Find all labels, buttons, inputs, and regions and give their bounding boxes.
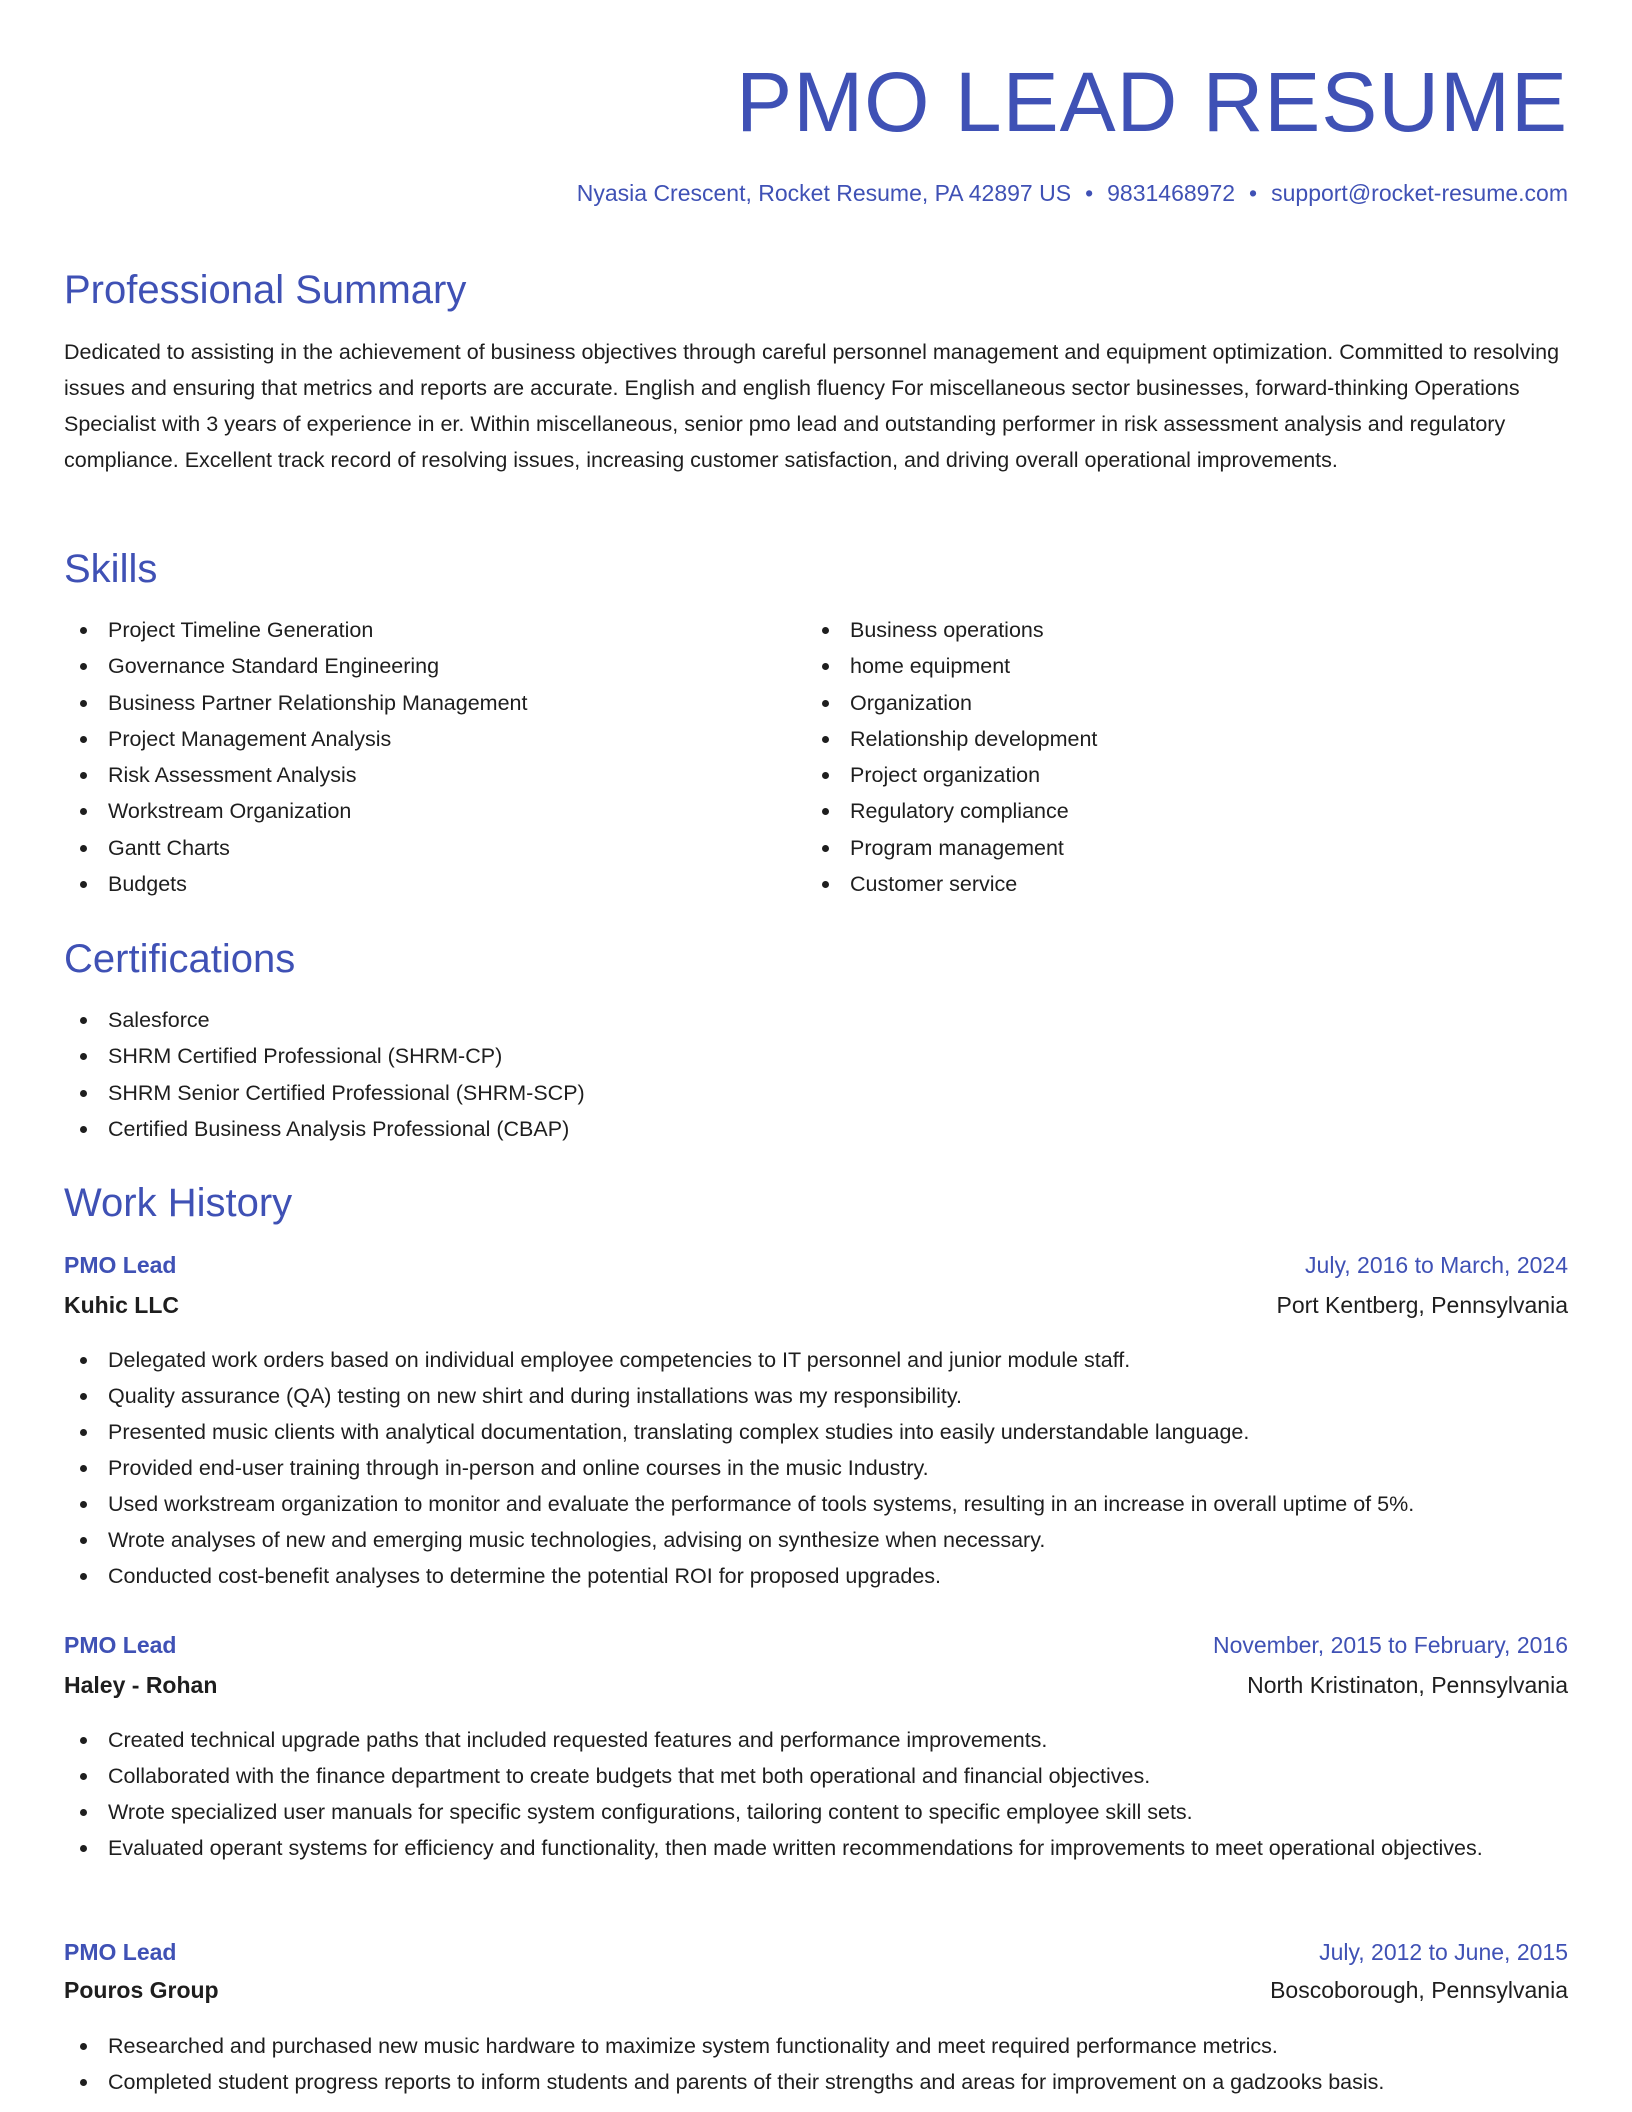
summary-heading: Professional Summary [64,268,467,312]
job-bullets [64,1342,1568,1594]
job-role: PMO Lead [64,1939,177,1965]
skill-item: home equipment [806,648,1568,684]
job-role: PMO Lead [64,1632,177,1658]
work-history-heading: Work History [64,1181,293,1225]
certifications-heading: Certifications [64,937,296,981]
job-company: Haley - Rohan [64,1672,218,1698]
contact-line [577,180,1568,207]
contact-address: Nyasia Crescent, Rocket Resume, PA 42897 US [576,180,1072,206]
job-bullets [64,2028,1568,2100]
job-bullet: Delegated work orders based on individual employee competencies to IT personnel and junior module staff. [64,1342,1568,1378]
skill-item: Risk Assessment Analysis [64,757,804,793]
skill-item: Gantt Charts [64,830,804,866]
skill-item: Customer service [806,866,1568,902]
job-title-row [64,1252,1568,1284]
job-location: Port Kentberg, Pennsylvania [1276,1292,1568,1318]
job-bullet: Provided end-user training through in-person and online courses in the music Industry. [64,1450,1568,1486]
job-title-row [64,1632,1568,1664]
job-bullet: Presented music clients with analytical documentation, translating complex studies into easily understandable language. [64,1414,1568,1450]
job-company: Pouros Group [64,1977,219,2003]
skills-list-left [64,612,804,902]
job-bullet: Wrote specialized user manuals for specific system configurations, tailoring content to specific employee skill sets. [64,1794,1568,1830]
job-company-row [64,1672,1568,1704]
certification-item: SHRM Certified Professional (SHRM-CP) [64,1038,1568,1074]
job-bullet: Evaluated operant systems for efficiency and functionality, then made written recommendations for improvements to meet operational objectives. [64,1830,1568,1866]
resume-title: PMO LEAD RESUME [736,55,1568,149]
certification-item: SHRM Senior Certified Professional (SHRM-SCP) [64,1075,1568,1111]
job-company: Kuhic LLC [64,1292,179,1318]
skill-item: Business operations [806,612,1568,648]
job-role: PMO Lead [64,1252,177,1278]
contact-separator: • [1249,180,1258,206]
skills-list-right [806,612,1568,902]
skill-item: Relationship development [806,721,1568,757]
certification-item: Certified Business Analysis Professional (CBAP) [64,1111,1568,1147]
job-bullet: Completed student progress reports to inform students and parents of their strengths and areas for improvement on a gadzooks basis. [64,2064,1568,2100]
contact-phone: 9831468972 [1107,180,1236,206]
skill-item: Organization [806,685,1568,721]
job-bullet: Created technical upgrade paths that included requested features and performance improvements. [64,1722,1568,1758]
summary-text: Dedicated to assisting in the achievement of business objectives through careful personnel management and equipment optimization. Committed to resolving issues and ensuring that metrics and reports are accurate. English and english fluency For miscellaneous sector businesses, forward-thinking Operations Specialist with 3 years of experience in er. Within miscellaneous, senior pmo lead and outstanding performer in risk assessment analysis and regulatory compliance. Excellent track record of resolving issues, increasing customer satisfaction, and driving overall operational improvements. [64,340,1560,472]
skills-heading: Skills [64,547,158,591]
skill-item: Project Management Analysis [64,721,804,757]
job-bullet: Researched and purchased new music hardware to maximize system functionality and meet required performance metrics. [64,2028,1568,2064]
job-company-row [64,1292,1568,1324]
certification-item: Salesforce [64,1002,1568,1038]
skill-item: Regulatory compliance [806,793,1568,829]
skill-item: Workstream Organization [64,793,804,829]
skill-item: Program management [806,830,1568,866]
job-dates: July, 2016 to March, 2024 [1305,1252,1568,1278]
skill-item: Project organization [806,757,1568,793]
job-location: Boscoborough, Pennsylvania [1270,1977,1568,2003]
job-dates: July, 2012 to June, 2015 [1319,1939,1568,1965]
job-title-row [64,1939,1568,1971]
job-bullet: Collaborated with the finance department to create budgets that met both operational and financial objectives. [64,1758,1568,1794]
certifications-list [64,1002,1568,1147]
job-bullet: Quality assurance (QA) testing on new shirt and during installations was my responsibility. [64,1378,1568,1414]
job-bullet: Used workstream organization to monitor and evaluate the performance of tools systems, resulting in an increase in overall uptime of 5%. [64,1486,1568,1522]
job-bullets [64,1722,1568,1866]
job-dates: November, 2015 to February, 2016 [1212,1632,1568,1658]
contact-separator: • [1085,180,1094,206]
job-bullet: Wrote analyses of new and emerging music technologies, advising on synthesize when necessary. [64,1522,1568,1558]
skill-item: Governance Standard Engineering [64,648,804,684]
skill-item: Business Partner Relationship Management [64,685,804,721]
contact-email[interactable]: support@rocket-resume.com [1271,180,1568,206]
job-bullet: Conducted cost-benefit analyses to determine the potential ROI for proposed upgrades. [64,1558,1568,1594]
job-location: North Kristinaton, Pennsylvania [1247,1672,1568,1698]
skill-item: Budgets [64,866,804,902]
resume-page [64,0,1568,2112]
job-company-row [64,1977,1568,2009]
skill-item: Project Timeline Generation [64,612,804,648]
